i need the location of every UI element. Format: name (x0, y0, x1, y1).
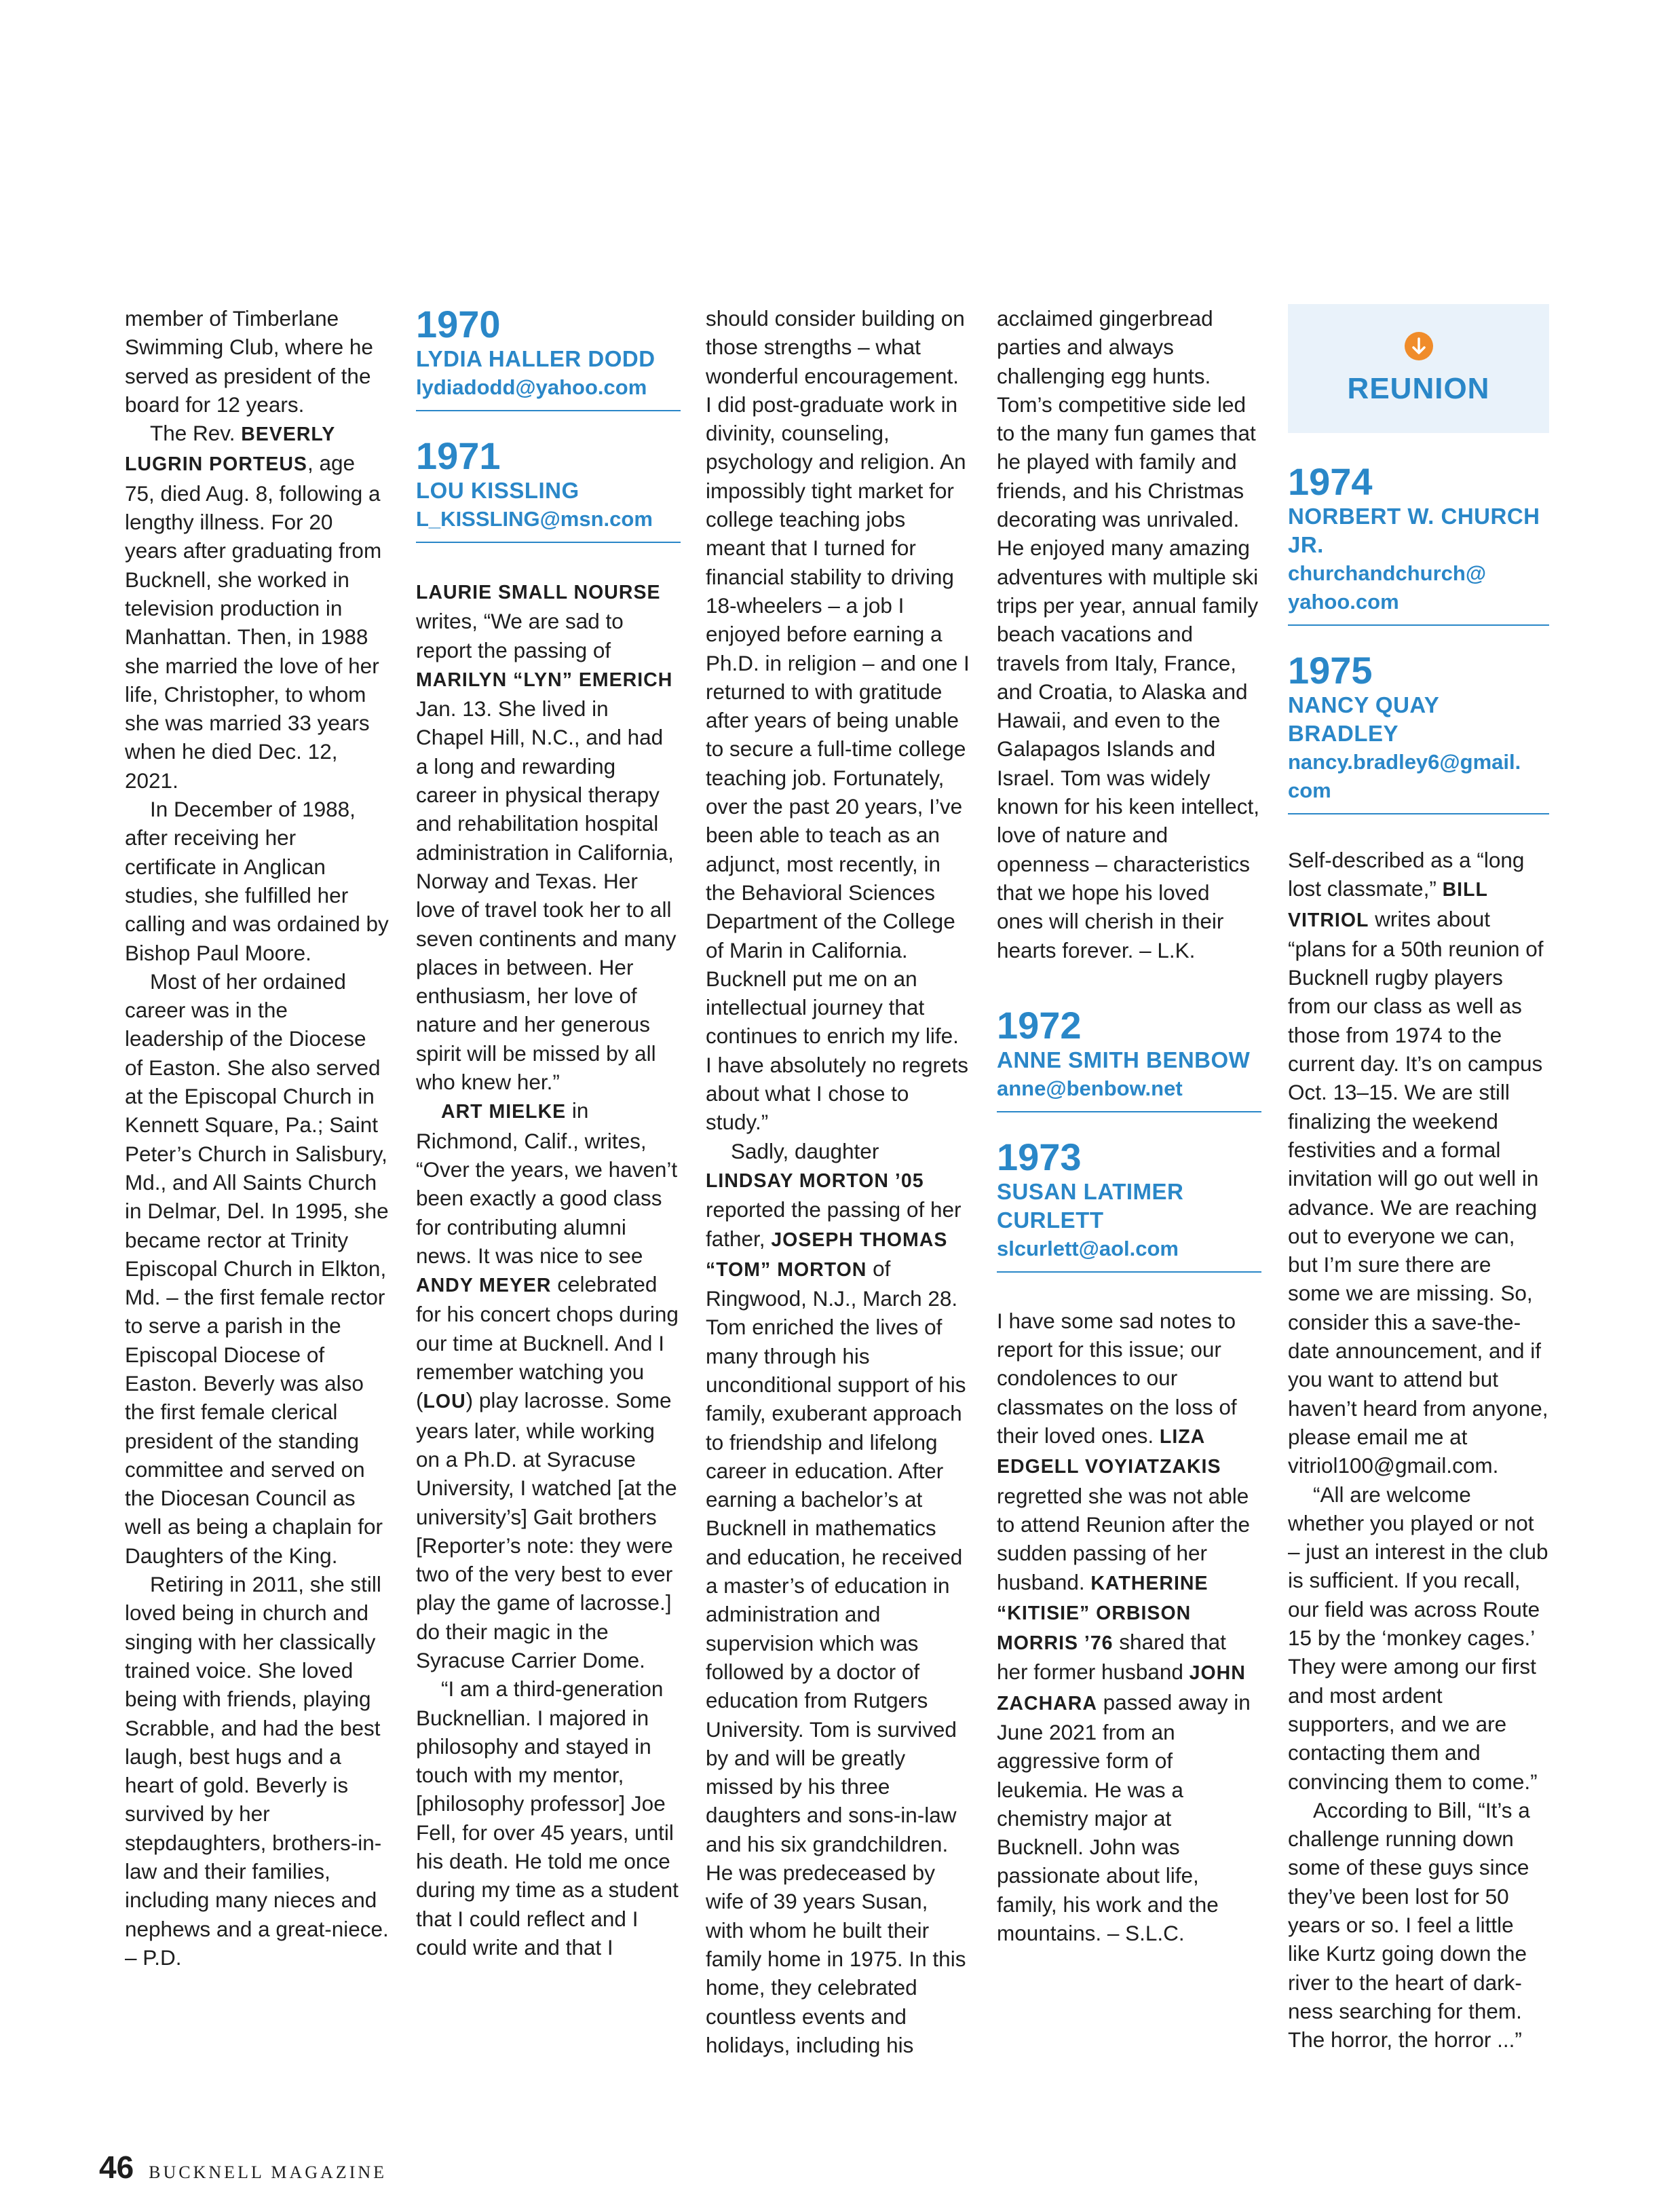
person-name: LAURIE SMALL NOURSE (416, 582, 661, 603)
text: passed away in June 2021 from an aggressive form of leukemia. He was a chemistry major at Bucknell. John was passionate about life, family, his work and the mountains. – S.L.C. (997, 1689, 1251, 1946)
person-name: LOU (423, 1391, 466, 1413)
class-header-1973 (997, 1137, 1261, 1273)
person-name: ART MIELKE (441, 1101, 567, 1123)
text: in Richmond, Calif., writes, “Over the years, we haven’t been exactly a good class for contributing alumni news. It was nice to see (416, 1098, 678, 1268)
col2-paragraph-2 (416, 1096, 681, 1674)
text: writes about “plans for a 50th reunion of Bucknell rugby players from our class as well as those from 1974 to the current day. It’s on campus Oct. 13–15. We are still finalizing the weekend festivities and a formal invitation will go out well in advance. We are reaching out to everyone we can, but I’m sure there are some we are missing. So, consider this a save-the-date announcement, and if you want to attend but haven’t heard from anyone, please email me at vitriol100@gmail.com. (1288, 906, 1548, 1478)
correspondent-email[interactable]: anne@benbow.net (997, 1076, 1183, 1100)
col1-paragraph-4: Most of her ordained career was in the leadership of the Diocese of Easton. She also served at the Episcopal Church in Kennett Square, Pa.; Saint Peter’s Church in Salisbury, Md., and All Saints Church in Delmar, Del. In 1995, she became rector at Trinity Episcopal Church in Elkton, Md. – the first female rector to serve a parish in the Episcopal Diocese of Easton. Beverly was also the first female clerical president of the standing committee and served on the Diocesan Council as well as being a chaplain for Daughters of the King. (125, 969, 389, 1568)
col1-paragraph-3: In December of 1988, after receiving her certificate in Anglican studies, she fulfilled her calling and was ordained by Bishop Paul Moore. (125, 797, 389, 965)
class-correspondent: NANCY QUAY BRADLEY (1288, 692, 1439, 746)
col5-paragraph-3: According to Bill, “It’s a challenge running down some of these guys since they’ve been lost for 50 years or so. I feel a little like Kurtz going down the river to the heart of darkness searching for them. The horror, the horror ...” (1288, 1797, 1530, 2052)
class-correspondent: LOU KISSLING (416, 478, 579, 503)
class-correspondent: ANNE SMITH BENBOW (997, 1047, 1251, 1072)
person-name: MARILYN “LYN” EMERICH (416, 669, 673, 691)
class-correspondent: SUSAN LATIMER CURLETT (997, 1178, 1184, 1233)
text: writes, “We are sad to report the passing of (416, 609, 624, 662)
person-name: BILL VITRIOL (1288, 879, 1488, 931)
text: regretted she was not able to attend Reunion after the sudden passing of her husband. (997, 1483, 1251, 1594)
class-header-1975 (1288, 650, 1549, 814)
magazine-name: BUCKNELL MAGAZINE (149, 2162, 387, 2182)
text: Jan. 13. She lived in Chapel Hill, N.C., and had a long and rewarding career in physical therapy and rehabilitation hospital administration in California, Norway and Texas. Her love of travel took her to all seven continents and many places in between. Her enthusiasm, her love of nature and her generous spirit will be missed by all who knew her.” (416, 696, 677, 1095)
col5-paragraph-1 (1288, 846, 1549, 1480)
text: The Rev. (150, 421, 242, 446)
class-header-1974 (1288, 462, 1549, 626)
class-header-1970 (416, 304, 681, 411)
class-year: 1970 (416, 303, 501, 345)
col3-paragraph-1: should consider building on those strengths – what wonderful encouragement. I did post-graduate work in divinity, counseling, psychology and religion. An impossibly tight market for college teaching jobs meant that I turned for financial stability to driving 18-wheelers – a job I enjoyed before earning a Ph.D. in religion – and one I returned to with gratitude after years of being unable to secure a full-time college teaching job. Fortunately, over the past 20 years, I’ve been able to teach as an adjunct, most recently, in the Behavioral Sciences Department of the College of Marin in California. Bucknell put me on an intellectual journey that continues to enrich my life. I have absolutely no regrets about what I chose to study.” (706, 306, 970, 1135)
text: of Ringwood, N.J., March 28. Tom enriched the lives of many through his unconditional support of his family, exuberant approach to friendship and lifelong career in education. After earning a bachelor’s at Bucknell in mathematics and education, he received a master’s of education in administration and supervision which was followed by a doctor of education from Rutgers University. Tom is survived by and will be greatly missed by his three daughters and sons-in-law and his six grandchildren. He was predeceased by wife of 39 years Susan, with whom he built their family home in 1975. In this home, they celebrated countless events and holidays, including his (706, 1256, 966, 2057)
col1-paragraph-2 (125, 419, 389, 795)
column-5 (1288, 304, 1549, 2054)
col1-paragraph-1: member of Timberlane Swimming Club, where he served as president of the board for 12 years. (125, 306, 373, 417)
class-correspondent: LYDIA HALLER DODD (416, 346, 655, 371)
person-name: KATHERINE “KITISIE” ORBISON MORRIS ’76 (997, 1572, 1209, 1655)
class-year: 1974 (1288, 460, 1373, 503)
class-year: 1972 (997, 1003, 1082, 1047)
class-header-1972 (997, 1005, 1261, 1112)
text: I have some sad notes to report for this issue; our condolences to our classmates on the loss of their loved ones. (997, 1308, 1237, 1448)
text: Sadly, daughter (731, 1138, 879, 1163)
col2-paragraph-1 (416, 577, 681, 1096)
col3-paragraph-2 (706, 1137, 970, 2060)
person-name: JOHN ZACHARA (997, 1662, 1246, 1714)
correspondent-email[interactable]: churchandchurch@ yahoo.com (1288, 561, 1487, 614)
correspondent-email[interactable]: slcurlett@aol.com (997, 1236, 1179, 1260)
col4-paragraph-1: acclaimed gingerbread parties and always challenging egg hunts. Tom’s competitive side led to the many fun games that he played with family and friends, and his Christmas decorating was unrivaled. He enjoyed many amazing adventures with multiple ski trips per year, annual family beach vacations and travels from Italy, France, and Croatia, to Alaska and Hawaii, and even to the Galapagos Islands and Israel. Tom was widely known for his keen intellect, love of nature and openness – characteristics that we hope his loved ones will cherish in their hearts forever. – L.K. (997, 306, 1259, 962)
class-year: 1973 (997, 1135, 1082, 1178)
person-name: ANDY MEYER (416, 1275, 552, 1297)
text: celebrated for his concert chops during our time at Bucknell. And I remember watching you ( (416, 1272, 679, 1413)
text: Self-described as a “long lost classmate,” (1288, 848, 1525, 901)
person-name: LINDSAY MORTON ’05 (706, 1169, 924, 1192)
class-year: 1975 (1288, 649, 1373, 692)
class-header-1971 (416, 436, 681, 543)
column-4 (997, 304, 1261, 1947)
text: ) play lacrosse. Some years later, while working on a Ph.D. at Syracuse University, I watched [at the university’s] Gait brothers [Reporter’s note: they were two of the very best to ever play the game of lacrosse.] do their magic in the Syracuse Carrier Dome. (416, 1388, 677, 1672)
person-name: JOSEPH THOMAS “TOM” MORTON (706, 1229, 948, 1281)
column-1 (125, 304, 389, 1972)
col1-paragraph-5: Retiring in 2011, she still loved being in church and singing with her classically trained voice. She loved being with friends, playing Scrabble, and had the best laugh, best hugs and a heart of gold. Beverly is survived by her stepdaughters, brothers-in-law and their families, including many nieces and nephews and a great-niece. – P.D. (125, 1572, 389, 1970)
person-name: LIZA EDGELL VOYIATZAKIS (997, 1426, 1221, 1478)
person-name: BEVERLY LUGRIN PORTEUS (125, 424, 335, 476)
column-2 (416, 304, 681, 1962)
correspondent-email[interactable]: lydiadodd@yahoo.com (416, 375, 647, 399)
text: shared that her former husband (997, 1630, 1226, 1685)
text: , age 75, died Aug. 8, following a lengthy illness. For 20 years after graduating from Bucknell, she worked in television production in Manhattan. Then, in 1988 she married the love of her life, Christopher, to whom she was married 33 years when he died Dec. 12, 2021. (125, 451, 382, 793)
column-3 (706, 304, 970, 2059)
page-footer (99, 2149, 387, 2186)
arrow-down-circle-icon (1404, 331, 1434, 361)
class-year: 1971 (416, 434, 501, 477)
col2-paragraph-3: “I am a third-generation Bucknellian. I majored in philosophy and stayed in touch with my mentor, [philosophy professor] Joe Fell, for over 45 years, until his death. He told me once during my time as a student that I could reflect and I could write and that I (416, 1676, 679, 1960)
page-number: 46 (99, 2150, 134, 2185)
correspondent-email[interactable]: nancy.bradley6@gmail. com (1288, 750, 1521, 802)
class-correspondent: NORBERT W. CHURCH JR. (1288, 504, 1540, 557)
reunion-label: REUNION (1347, 372, 1490, 405)
text: reported the passing of her father, (706, 1197, 962, 1251)
col4-paragraph-2 (997, 1307, 1261, 1948)
correspondent-email[interactable]: L_KISSLING@msn.com (416, 507, 653, 531)
col5-paragraph-2: “All are welcome whether you played or not – just an interest in the club is sufficient. If you recall, our field was across Route 15 by the ‘monkey cages.’ They were among our first and most ardent supporters, and we are contacting them and convincing them to come.” (1288, 1482, 1548, 1794)
reunion-callout (1288, 304, 1549, 433)
